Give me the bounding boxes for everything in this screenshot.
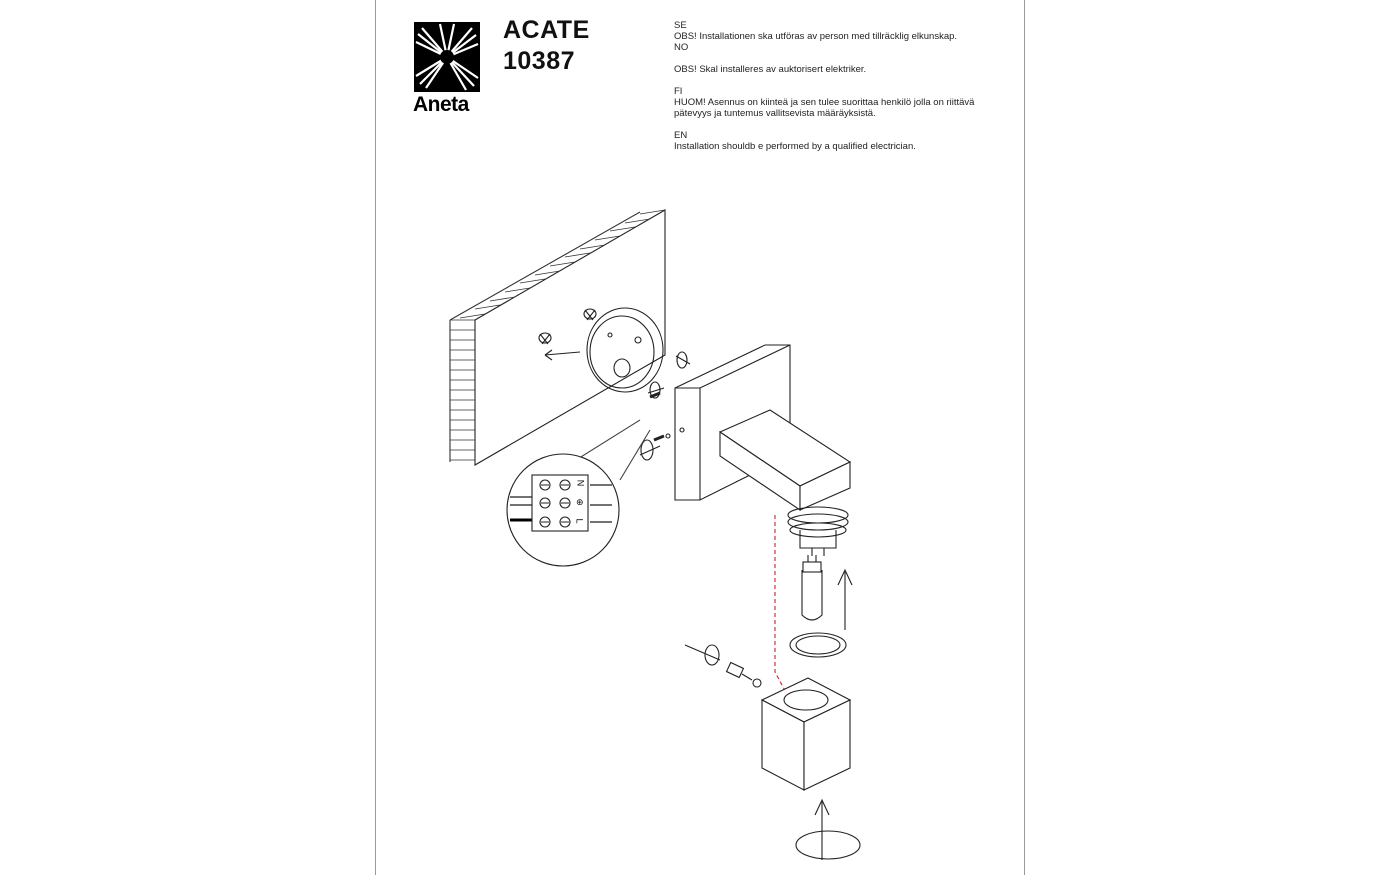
glass-ring [790,633,846,657]
lamp-socket [788,507,848,556]
assembly-diagram [376,160,1024,875]
product-name: ACATE [503,16,590,44]
up-arrow-icon [838,570,852,630]
note-text-en: Installation shouldb e performed by a qualified electrician. [674,141,916,152]
guide-line [775,515,790,700]
terminal-label-l: L [574,518,585,524]
note-code-se: SE [674,20,687,31]
terminal-label-earth: ⊕ [576,498,584,508]
terminal-label-n: N [575,479,586,487]
product-number: 10387 [503,47,576,75]
safety-notes [674,20,1004,152]
note-text-no: OBS! Skal installeres av auktorisert elektriker. [674,64,867,75]
note-text-fi-1: HUOM! Asennus on kiinteä ja sen tulee suorittaa henkilö jolla on riittävä [674,97,975,108]
brand-name: Aneta [413,93,469,116]
aneta-logo-mark-icon [410,20,484,94]
screws [650,393,670,440]
note-text-fi-2: pätevyys ja tuntemus vallitsevista määräyksistä. [674,108,876,119]
bulb [802,555,822,620]
lamp-arm [720,410,850,510]
bottom-rotate-icon [796,800,860,860]
note-text-se: OBS! Installationen ska utföras av person med tillräcklig elkunskap. [674,31,958,42]
terminal-block-detail [507,420,650,566]
wall-panel [450,210,665,465]
page-border-right [1024,0,1025,875]
note-code-no: NO [674,42,689,53]
lamp-shade [762,678,850,790]
grub-screw [685,645,761,687]
note-code-fi: FI [674,86,683,97]
note-code-en: EN [674,130,688,141]
